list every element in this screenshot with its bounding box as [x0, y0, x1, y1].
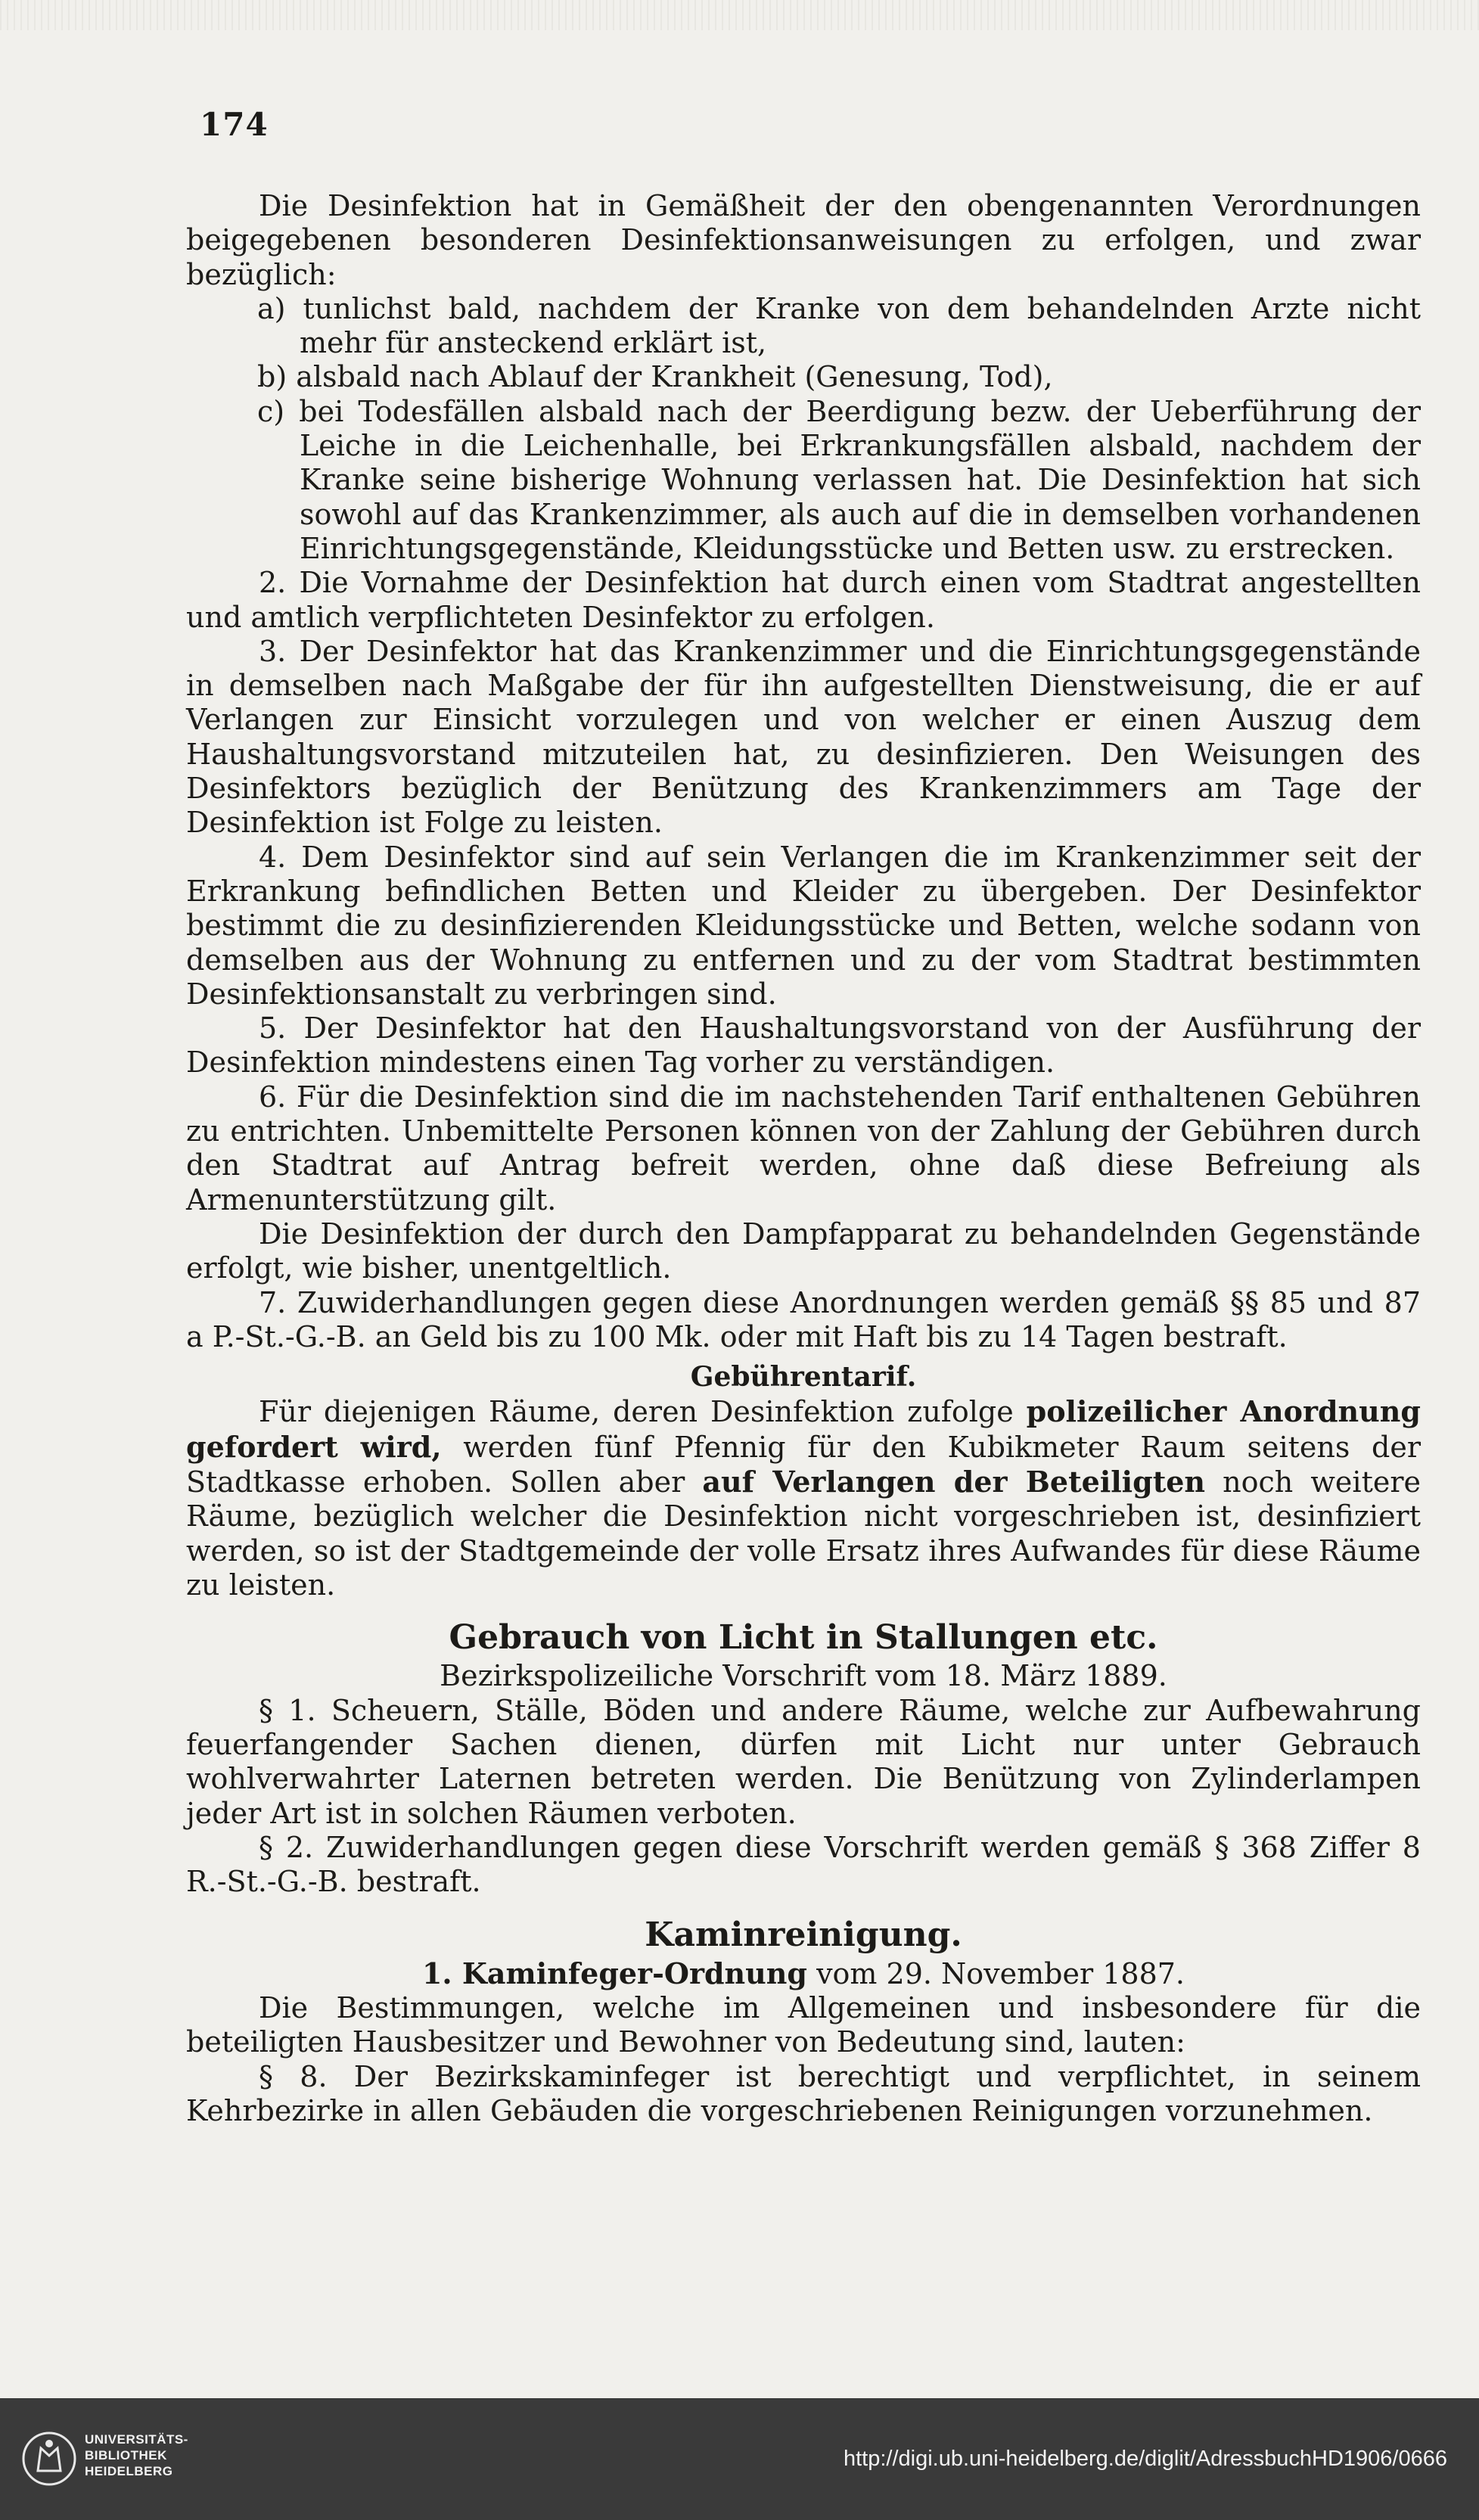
library-name-line-3: HEIDELBERG — [85, 2464, 173, 2478]
tarif-text-mid: werden fünf Pfennig für den Kubikmeter Raum seitens der Stadtkasse erhoben. Sollen aber — [186, 1430, 1421, 1499]
library-name — [85, 2431, 188, 2479]
paragraph-6: 6. Für die Desinfektion sind die im nachstehenden Tarif enthaltenen Gebühren zu entrichten. Unbemittelte Personen können von der Zahlung der Gebühren durch den Stadtrat auf Antrag befreit werden, ohne daß diese Befreiung als Armenunterstützung gilt. — [186, 1080, 1421, 1216]
footer-bar — [0, 2398, 1479, 2520]
page-number: 174 — [200, 106, 269, 143]
paragraph-intro: Die Desinfektion hat in Gemäßheit der den obengenannten Verordnungen beigegebenen besonderen Desinfektionsanweisungen zu erfolgen, und zwar bezüglich: — [186, 189, 1421, 291]
tarif-bold-1: polizeilicher Anordnung gefordert wird, — [186, 1394, 1422, 1464]
licht-subheading: Bezirkspolizeiliche Vorschrift vom 18. März 1889. — [440, 1659, 1167, 1693]
library-name-line-1: UNIVERSITÄTS- — [85, 2432, 188, 2447]
paragraph-2: 2. Die Vornahme der Desinfektion hat durch einen vom Stadtrat angestellten und amtlich verpflichteten Desinfektor zu erfolgen. — [186, 566, 1421, 634]
kamin-heading: Kaminreinigung. — [645, 1915, 962, 1954]
tarif-text-start: Für diejenigen Räume, deren Desinfektion zufolge — [259, 1395, 1027, 1429]
scan-noise — [0, 0, 1479, 30]
body-text — [186, 189, 1421, 2128]
tarif-heading: Gebührentarif. — [690, 1361, 917, 1394]
library-name-line-2: BIBLIOTHEK — [85, 2448, 167, 2463]
kamin-sub-bold: 1. Kaminfeger-Ordnung — [421, 1956, 807, 1990]
licht-section-1: § 1. Scheuern, Ställe, Böden und andere Räume, welche zur Aufbewahrung feuerfangender Sachen dienen, dürfen mit Licht nur unter Gebrauch wohlverwahrter Laternen betreten werden. Die Benützung von Zylinderlampen jeder Art ist in solchen Räumen verboten. — [186, 1693, 1421, 1830]
kamin-subheading — [186, 1956, 1421, 1991]
tarif-bold-2: auf Verlangen der Beteiligten — [702, 1464, 1206, 1499]
paragraph-6b: Die Desinfektion der durch den Dampfapparat zu behandelnden Gegenstände erfolgt, wie bisher, unentgeltlich. — [186, 1216, 1421, 1285]
paragraph-4: 4. Dem Desinfektor sind auf sein Verlangen die im Krankenzimmer seit der Erkrankung befindlichen Betten und Kleider zu übergeben. Der Desinfektor bestimmt die zu desinfizierenden Kleidungsstücke und Betten, welche sodann von demselben aus der Wohnung zu entfernen und zu der vom Stadtrat bestimmten Desinfektionsanstalt zu verbringen sind. — [186, 840, 1421, 1011]
list-item-b: b) alsbald nach Ablauf der Krankheit (Genesung, Tod), — [257, 360, 1053, 394]
licht-section-2: § 2. Zuwiderhandlungen gegen diese Vorschrift werden gemäß § 368 Ziffer 8 R.-St.-G.-B. bestraft. — [186, 1830, 1421, 1899]
licht-heading: Gebrauch von Licht in Stallungen etc. — [449, 1618, 1158, 1658]
paragraph-7: 7. Zuwiderhandlungen gegen diese Anordnungen werden gemäß §§ 85 und 87 a P.-St.-G.-B. an Geld bis zu 100 Mk. oder mit Haft bis zu 14 Tagen bestraft. — [186, 1285, 1421, 1353]
kamin-paragraph-1: Die Bestimmungen, welche im Allgemeinen und insbesondere für die beteiligten Hausbesitzer und Bewohner von Bedeutung sind, lauten: — [186, 1991, 1421, 2059]
tarif-text-end: noch weitere Räume, bezüglich welcher die Desinfektion nicht vorgeschrieben ist, desinfiziert werden, so ist der Stadtgemeinde der volle Ersatz ihres Aufwandes für diese Räume zu leisten. — [186, 1465, 1421, 1602]
tarif-paragraph — [186, 1394, 1421, 1602]
paragraph-3: 3. Der Desinfektor hat das Krankenzimmer und die Einrichtungsgegenstände in demselben nach Maßgabe der für ihn aufgestellten Dienstweisung, die er auf Verlangen zur Einsicht vorzulegen und von welcher er einen Auszug dem Haushaltungsvorstand mitzuteilen hat, zu desinfizieren. Den Weisungen des Desinfektors bezüglich der Benützung des Krankenzimmers am Tage der Desinfektion ist Folge zu leisten. — [186, 634, 1421, 840]
source-url-link[interactable]: http://digi.ub.uni-heidelberg.de/diglit/AdressbuchHD1906/0666 — [843, 2447, 1447, 2471]
paragraph-5: 5. Der Desinfektor hat den Haushaltungsvorstand von der Ausführung der Desinfektion mindestens einen Tag vorher zu verständigen. — [186, 1011, 1421, 1080]
kamin-sub-rest: vom 29. November 1887. — [807, 1956, 1185, 1990]
list-item-c: c) bei Todesfällen alsbald nach der Beerdigung bezw. der Ueberführung der Leiche in die Leichenhalle, bei Erkrankungsfällen alsbald, nachdem der Kranke seine bisherige Wohnung verlassen hat. Die Desinfektion hat sich sowohl auf das Krankenzimmer, als auch auf die in demselben vorhandenen Einrichtungsgegenstände, Kleidungsstücke und Betten usw. zu erstrecken. — [257, 394, 1421, 565]
university-seal-icon — [21, 2425, 77, 2492]
kamin-paragraph-2: § 8. Der Bezirkskaminfeger ist berechtigt und verpflichtet, in seinem Kehrbezirke in allen Gebäuden die vorgeschriebenen Reinigungen vorzunehmen. — [186, 2059, 1421, 2128]
list-item-a: a) tunlichst bald, nachdem der Kranke von dem behandelnden Arzte nicht mehr für ansteckend erklärt ist, — [257, 291, 1421, 360]
